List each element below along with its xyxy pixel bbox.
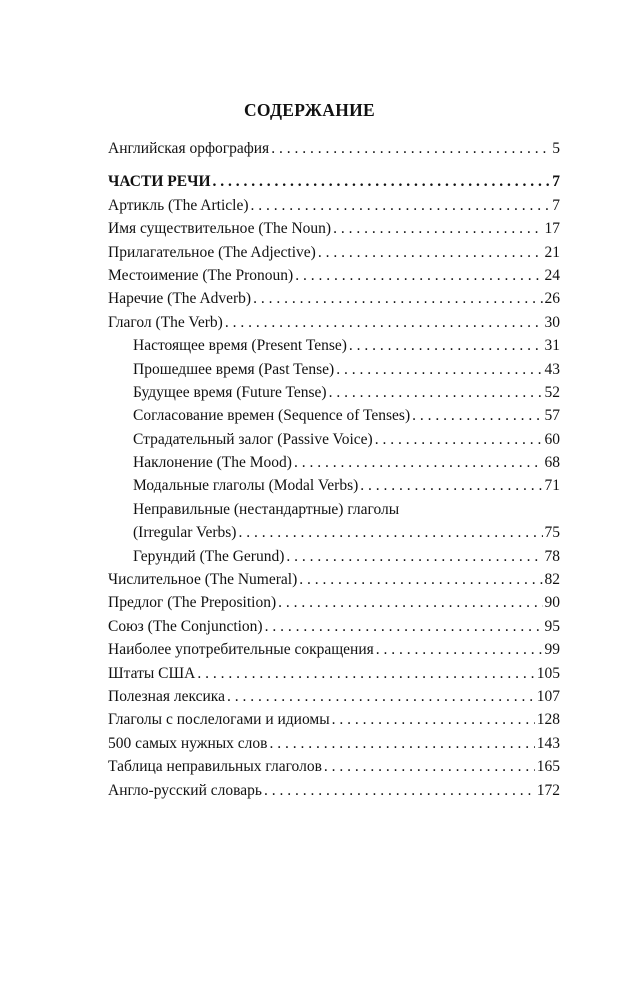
toc-leader-dots — [318, 244, 543, 262]
toc-entry-title: (Irregular Verbs) — [133, 524, 237, 542]
toc-leader-dots — [197, 665, 534, 683]
toc-entry — [108, 688, 560, 711]
toc-entry-title: Прошедшее время (Past Tense) — [133, 360, 335, 378]
toc-entry — [108, 711, 560, 734]
toc-entry-title: Местоимение (The Pronoun) — [108, 266, 294, 284]
toc-leader-dots — [271, 140, 550, 158]
toc-entry-title: Будущее время (Future Tense) — [133, 383, 327, 401]
toc-subentry — [108, 361, 560, 384]
toc-entry — [108, 641, 560, 664]
toc-entry-page: 52 — [544, 383, 560, 401]
toc-leader-dots — [332, 711, 535, 729]
toc-leader-dots — [376, 641, 543, 659]
toc-entry-title: Страдательный залог (Passive Voice) — [133, 430, 373, 448]
toc-entry-title: Предлог (The Preposition) — [108, 594, 277, 612]
toc-leader-dots — [375, 431, 543, 449]
toc-leader-dots — [286, 548, 542, 566]
toc-entry-page: 82 — [544, 571, 560, 589]
toc-entry-title: Герундий (The Gerund) — [133, 547, 285, 565]
toc-leader-dots — [324, 758, 535, 776]
toc-leader-dots — [213, 173, 551, 191]
toc-subentry-continued — [108, 501, 560, 524]
toc-subentry — [108, 548, 560, 571]
toc-leader-dots — [333, 220, 542, 238]
table-of-contents — [108, 140, 560, 805]
toc-entry-page: 7 — [552, 173, 560, 191]
toc-leader-dots — [253, 290, 542, 308]
toc-entry-page: 17 — [544, 220, 560, 238]
toc-entry — [108, 594, 560, 617]
toc-entry-title: Полезная лексика — [108, 687, 225, 705]
toc-entry-page: 24 — [544, 266, 560, 284]
toc-entry-page: 7 — [552, 196, 560, 214]
toc-leader-dots — [238, 524, 542, 542]
toc-entry — [108, 290, 560, 313]
toc-entry-page: 78 — [544, 547, 560, 565]
toc-entry-title: Числительное (The Numeral) — [108, 571, 298, 589]
toc-entry — [108, 618, 560, 641]
toc-entry — [108, 758, 560, 781]
toc-entry-title: Наклонение (The Mood) — [133, 454, 292, 472]
toc-entry-page: 30 — [544, 313, 560, 331]
toc-entry-title: Наречие (The Adverb) — [108, 290, 252, 308]
toc-entry-title: Английская орфография — [108, 140, 270, 157]
toc-subentry — [108, 407, 560, 430]
toc-subentry — [108, 384, 560, 407]
toc-entry — [108, 140, 560, 163]
toc-leader-dots — [251, 197, 551, 215]
toc-entry-page: 143 — [536, 734, 560, 752]
toc-entry — [108, 665, 560, 688]
toc-entry-title: Глаголы с послелогами и идиомы — [108, 711, 330, 729]
toc-entry-title: Глагол (The Verb) — [108, 313, 223, 331]
toc-entry-page: 21 — [544, 243, 560, 261]
toc-entry-title: Неправильные (нестандартные) глаголы — [133, 500, 400, 518]
toc-entry — [108, 267, 560, 290]
toc-entry-title: Имя существительное (The Noun) — [108, 220, 332, 238]
toc-entry-title: Настоящее время (Present Tense) — [133, 337, 347, 355]
toc-entry — [108, 244, 560, 267]
toc-leader-dots — [329, 384, 543, 402]
toc-entry — [108, 197, 560, 220]
toc-subentry — [108, 337, 560, 360]
page-title: СОДЕРЖАНИЕ — [243, 100, 375, 120]
toc-leader-dots — [264, 782, 535, 800]
toc-entry — [108, 571, 560, 594]
toc-entry-page: 165 — [536, 758, 560, 776]
toc-entry-page: 60 — [544, 430, 560, 448]
toc-subentry — [108, 477, 560, 500]
toc-entry-page: 172 — [536, 781, 560, 799]
toc-leader-dots — [299, 571, 542, 589]
toc-leader-dots — [295, 267, 542, 285]
toc-subentry — [108, 524, 560, 547]
toc-entry-page: 107 — [536, 687, 560, 705]
toc-subentry — [108, 431, 560, 454]
toc-entry-page: 128 — [536, 711, 560, 729]
toc-section-heading — [108, 173, 560, 196]
toc-entry-title: Артикль (The Article) — [108, 196, 249, 214]
toc-leader-dots — [265, 618, 543, 636]
toc-entry-page: 95 — [544, 617, 560, 635]
toc-entry-page: 31 — [544, 337, 560, 355]
toc-entry-page: 90 — [544, 594, 560, 612]
toc-subentry — [108, 454, 560, 477]
toc-entry-page: 105 — [536, 664, 560, 682]
toc-entry-page: 68 — [544, 454, 560, 472]
toc-entry-title: Наиболее употребительные сокращения — [108, 641, 374, 659]
toc-entry-title: Англо-русский словарь — [108, 781, 262, 799]
toc-leader-dots — [412, 407, 542, 425]
toc-entry-page: 57 — [544, 407, 560, 425]
toc-entry-title: ЧАСТИ РЕЧИ — [108, 173, 211, 191]
toc-entry-page: 5 — [552, 140, 560, 157]
toc-entry-page: 75 — [544, 524, 560, 542]
toc-leader-dots — [225, 314, 543, 332]
toc-entry-title: Штаты США — [108, 664, 196, 682]
toc-entry — [108, 314, 560, 337]
toc-leader-dots — [360, 477, 542, 495]
toc-entry-page: 99 — [544, 641, 560, 659]
toc-entry-title: Согласование времен (Sequence of Tenses) — [133, 407, 411, 425]
toc-leader-dots — [270, 735, 535, 753]
toc-entry-title: Прилагательное (The Adjective) — [108, 243, 316, 261]
toc-entry-title: Таблица неправильных глаголов — [108, 758, 322, 776]
toc-entry-page: 26 — [544, 290, 560, 308]
toc-leader-dots — [278, 594, 542, 612]
toc-leader-dots — [349, 337, 543, 355]
toc-leader-dots — [294, 454, 543, 472]
toc-entry — [108, 220, 560, 243]
toc-leader-dots — [227, 688, 535, 706]
toc-entry — [108, 782, 560, 805]
toc-entry-title: 500 самых нужных слов — [108, 734, 268, 752]
toc-entry-title: Союз (The Conjunction) — [108, 617, 263, 635]
toc-leader-dots — [336, 361, 542, 379]
toc-entry-title: Модальные глаголы (Modal Verbs) — [133, 477, 359, 495]
toc-entry — [108, 735, 560, 758]
toc-entry-page: 71 — [544, 477, 560, 495]
toc-entry-page: 43 — [544, 360, 560, 378]
